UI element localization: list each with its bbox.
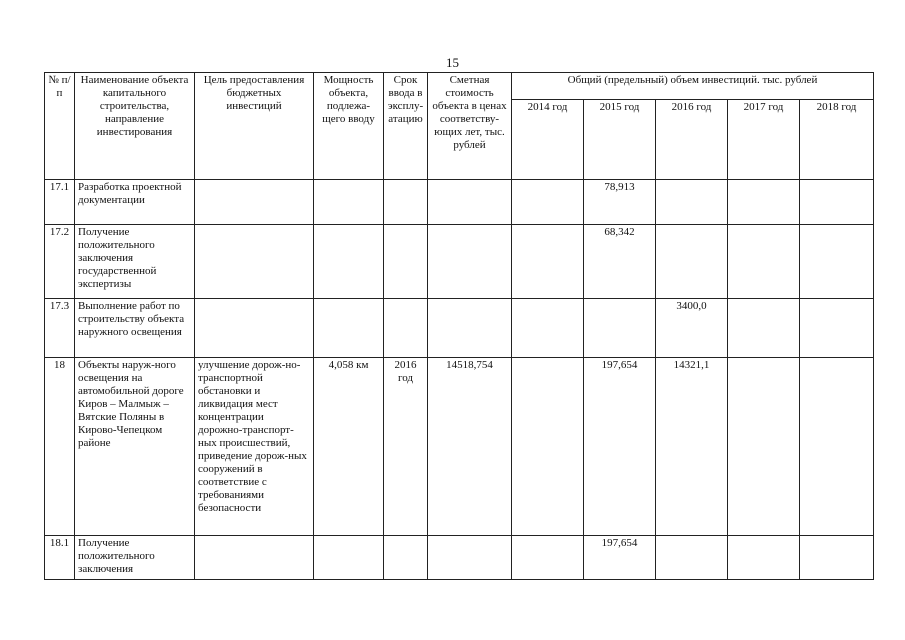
row-2014 [512, 358, 584, 536]
col-num-header: № п/п [45, 73, 75, 180]
row-purpose [195, 180, 314, 225]
row-num: 17.1 [45, 180, 75, 225]
row-name: Выполнение работ по строительству объекта наружного освещения [75, 299, 195, 358]
row-term [384, 225, 428, 299]
year-2018-header: 2018 год [800, 99, 874, 179]
row-term: 2016 год [384, 358, 428, 536]
row-term [384, 180, 428, 225]
col-term-header: Срок ввода в эксплу-атацию [384, 73, 428, 180]
row-num: 17.3 [45, 299, 75, 358]
investment-table [44, 72, 874, 580]
table-row [45, 180, 874, 225]
row-2014 [512, 536, 584, 580]
row-capacity [314, 536, 384, 580]
row-2016 [656, 225, 728, 299]
row-purpose [195, 299, 314, 358]
header-row [45, 73, 874, 100]
row-2017 [728, 225, 800, 299]
col-cost-header: Сметная стоимость объекта в ценах соответству-ющих лет, тыс. рублей [428, 73, 512, 180]
year-2015-header: 2015 год [584, 99, 656, 179]
row-cost [428, 536, 512, 580]
col-capacity-header: Мощность объекта, подлежа-щего вводу [314, 73, 384, 180]
col-name-header: Наименование объекта капитального строительства, направление инвестирования [75, 73, 195, 180]
row-2014 [512, 225, 584, 299]
row-num: 18.1 [45, 536, 75, 580]
row-name: Разработка проектной документации [75, 180, 195, 225]
row-2014 [512, 180, 584, 225]
page-number: 15 [446, 55, 459, 70]
row-2018 [800, 358, 874, 536]
table-row [45, 225, 874, 299]
row-num: 18 [45, 358, 75, 536]
row-capacity [314, 225, 384, 299]
row-2016: 14321,1 [656, 358, 728, 536]
row-num: 17.2 [45, 225, 75, 299]
row-purpose [195, 536, 314, 580]
row-2018 [800, 225, 874, 299]
row-cost [428, 180, 512, 225]
table-row [45, 358, 874, 536]
row-cost: 14518,754 [428, 358, 512, 536]
col-total-header: Общий (предельный) объем инвестиций. тыс. рублей [512, 73, 874, 100]
row-2015: 68,342 [584, 225, 656, 299]
table-row [45, 536, 874, 580]
row-term [384, 299, 428, 358]
row-2017 [728, 180, 800, 225]
row-name: Получение положительного заключения государственной экспертизы [75, 225, 195, 299]
row-name: Получение положительного заключения [75, 536, 195, 580]
row-2015: 197,654 [584, 358, 656, 536]
row-capacity [314, 299, 384, 358]
row-2018 [800, 536, 874, 580]
row-term [384, 536, 428, 580]
row-2018 [800, 180, 874, 225]
col-purpose-header: Цель предоставления бюджетных инвестиций [195, 73, 314, 180]
row-2017 [728, 299, 800, 358]
row-capacity: 4,058 км [314, 358, 384, 536]
row-name: Объекты наруж-ного освещения на автомобильной дороге Киров – Малмыж – Вятские Поляны в Кирово-Чепецком районе [75, 358, 195, 536]
row-2016: 3400,0 [656, 299, 728, 358]
table-row [45, 299, 874, 358]
row-purpose: улучшение дорож-но-транспортной обстановки и ликвидация мест концентрации дорожно-транспорт-ных происшествий, приведение дорож-ных сооружений в соответствие с требованиями безопасности [195, 358, 314, 536]
year-2014-header: 2014 год [512, 99, 584, 179]
row-2017 [728, 536, 800, 580]
row-2015: 78,913 [584, 180, 656, 225]
row-2018 [800, 299, 874, 358]
row-2014 [512, 299, 584, 358]
row-2016 [656, 180, 728, 225]
row-2016 [656, 536, 728, 580]
year-2016-header: 2016 год [656, 99, 728, 179]
row-2015 [584, 299, 656, 358]
row-capacity [314, 180, 384, 225]
row-2015: 197,654 [584, 536, 656, 580]
row-cost [428, 299, 512, 358]
row-cost [428, 225, 512, 299]
row-purpose [195, 225, 314, 299]
row-2017 [728, 358, 800, 536]
year-2017-header: 2017 год [728, 99, 800, 179]
